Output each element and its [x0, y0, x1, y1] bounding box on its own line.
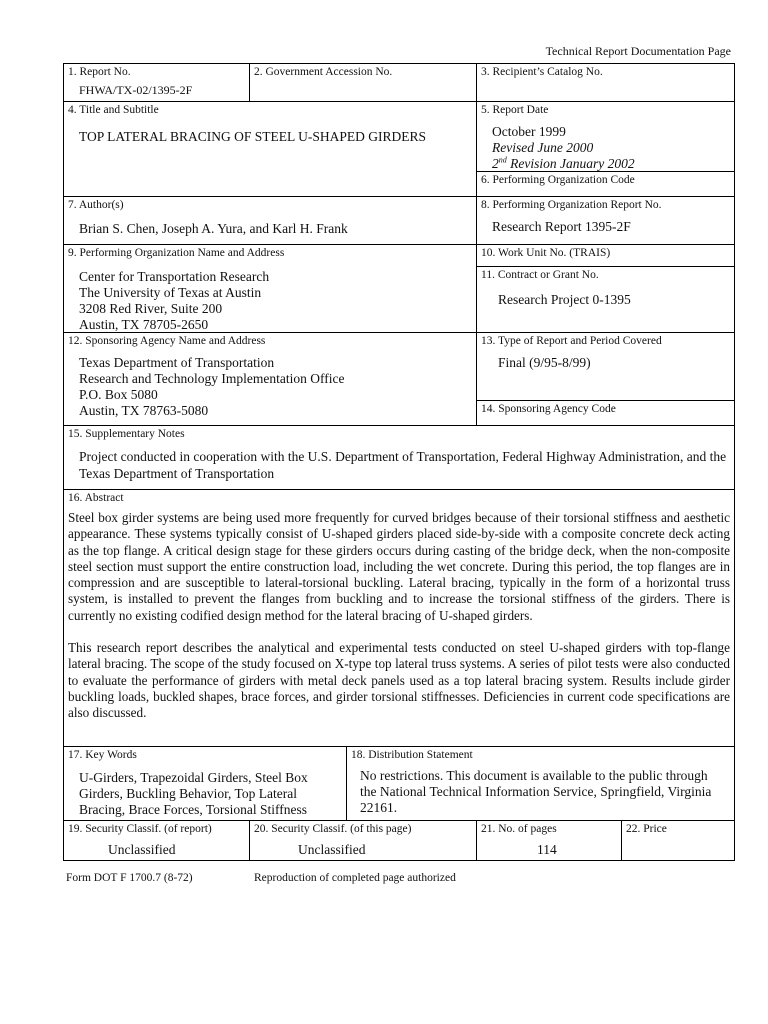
key-words-line-3: Bracing, Brace Forces, Torsional Stiffness: [79, 802, 308, 817]
performing-org-code-label: 6. Performing Organization Code: [481, 174, 635, 186]
authors-value: Brian S. Chen, Joseph A. Yura, and Karl H. Frank: [79, 221, 348, 236]
sponsoring-agency-label: 12. Sponsoring Agency Name and Address: [68, 335, 266, 347]
performing-org-name-line-3: 3208 Red River, Suite 200: [79, 301, 223, 316]
report-type-value: Final (9/95-8/99): [498, 355, 591, 370]
title-subtitle-value: TOP LATERAL BRACING OF STEEL U-SHAPED GIRDERS: [79, 129, 427, 144]
supplementary-notes-value: Project conducted in cooperation with the U.S. Department of Transportation, Federal Highway Administration, and the Texas Department of Transportation: [79, 449, 727, 481]
key-words-line-2: Girders, Buckling Behavior, Top Lateral: [79, 786, 297, 801]
work-unit-label: 10. Work Unit No. (TRAIS): [481, 247, 611, 259]
security-page-label: 20. Security Classif. (of this page): [254, 823, 412, 835]
contract-grant-value: Research Project 0-1395: [498, 292, 631, 307]
report-no-value: FHWA/TX-02/1395-2F: [79, 83, 193, 97]
key-words-line-1: U-Girders, Trapezoidal Girders, Steel Box: [79, 770, 308, 785]
report-type-cell: [476, 332, 734, 400]
sponsoring-agency-line-4: Austin, TX 78763-5080: [79, 403, 209, 418]
performing-org-name-line-4: Austin, TX 78705-2650: [79, 317, 209, 332]
num-pages-cell: [476, 820, 621, 860]
title-subtitle-cell: [64, 101, 476, 196]
contract-grant-cell: [476, 266, 734, 332]
gov-accession-cell: [249, 64, 476, 101]
price-cell: [621, 820, 734, 860]
abstract-cell: [64, 489, 734, 746]
security-report-label: 19. Security Classif. (of report): [68, 823, 212, 835]
abstract-paragraph-2: This research report describes the analytical and experimental tests conducted on steel U-shaped girders with top-flange lateral bracing. The scope of the study focused on X-type top lateral truss systems. A series of pilot tests were also conducted to evaluate the performance of girders with metal deck panels used as a top lateral bracing system. Results include girder buckling loads, buckled shapes, brace forces, and girder torsional stiffnesses. Deficiencies in current code specifications are also discussed.: [68, 640, 730, 721]
sponsoring-agency-line-3: P.O. Box 5080: [79, 387, 158, 402]
performing-org-name-line-1: Center for Transportation Research: [79, 269, 270, 284]
security-page-value: Unclassified: [298, 842, 366, 857]
authors-label: 7. Author(s): [68, 199, 124, 211]
footer-form-id: Form DOT F 1700.7 (8-72): [66, 872, 193, 884]
report-date-label: 5. Report Date: [481, 104, 549, 116]
footer-reproduction: Reproduction of completed page authorized: [254, 872, 456, 884]
distribution-line-1: No restrictions. This document is available to the public through: [360, 768, 708, 783]
report-date-cell: [476, 101, 734, 171]
revision2-text: Revision January 2002: [506, 156, 635, 171]
supplementary-notes-label: 15. Supplementary Notes: [68, 428, 185, 440]
abstract-body: [68, 510, 730, 738]
documentation-form: [63, 63, 735, 861]
abstract-label: 16. Abstract: [68, 492, 124, 504]
performing-org-name-line-2: The University of Texas at Austin: [79, 285, 262, 300]
distribution-label: 18. Distribution Statement: [351, 749, 473, 761]
revision2-suffix: nd: [498, 155, 507, 165]
num-pages-label: 21. No. of pages: [481, 823, 557, 835]
recipient-catalog-label: 3. Recipient’s Catalog No.: [481, 66, 603, 78]
report-date-value: October 1999: [492, 124, 566, 139]
page-header-title: Technical Report Documentation Page: [545, 44, 731, 58]
security-page-cell: [249, 820, 476, 860]
performing-org-report-label: 8. Performing Organization Report No.: [481, 199, 662, 211]
recipient-catalog-cell: [476, 64, 734, 101]
performing-org-report-cell: [476, 196, 734, 244]
performing-org-name-cell: [64, 244, 476, 332]
sponsoring-code-label: 14. Sponsoring Agency Code: [481, 403, 616, 415]
distribution-cell: [346, 746, 734, 820]
gov-accession-label: 2. Government Accession No.: [254, 66, 393, 78]
distribution-line-2: the National Technical Information Service, Springfield, Virginia: [360, 784, 712, 799]
sponsoring-agency-line-1: Texas Department of Transportation: [79, 355, 275, 370]
report-no-label: 1. Report No.: [68, 66, 131, 78]
report-date-revised: Revised June 2000: [492, 140, 594, 155]
title-subtitle-label: 4. Title and Subtitle: [68, 104, 159, 116]
abstract-paragraph-1: Steel box girder systems are being used more frequently for curved bridges because of their torsional stiffness and aesthetic appearance. These systems typically consist of U-shaped girders placed side-by-side with a composite concrete deck acting as the top flange. A critical design stage for these girders occurs during casting of the bridge deck, when the non-composite steel section must support the entire construction load, including the wet concrete. During this period, the top flanges are in compression and are susceptible to lateral-torsional buckling. Lateral bracing, typically in the form of a horizontal truss system, is installed to prevent the flanges from buckling and to increase the torsional stiffness of the girders. There is currently no existing codified design method for the lateral bracing of U-shaped girders.: [68, 510, 730, 623]
sponsoring-code-cell: [476, 400, 734, 425]
sponsoring-agency-cell: [64, 332, 476, 425]
contract-grant-label: 11. Contract or Grant No.: [481, 269, 599, 281]
distribution-line-3: 22161.: [360, 800, 398, 815]
security-report-cell: [64, 820, 249, 860]
work-unit-cell: [476, 244, 734, 266]
supplementary-notes-cell: [64, 425, 734, 489]
performing-org-code-cell: [476, 171, 734, 196]
key-words-cell: [64, 746, 346, 820]
price-label: 22. Price: [626, 823, 667, 835]
key-words-label: 17. Key Words: [68, 749, 137, 761]
authors-cell: [64, 196, 476, 244]
performing-org-name-label: 9. Performing Organization Name and Address: [68, 247, 285, 259]
sponsoring-agency-line-2: Research and Technology Implementation Office: [79, 371, 345, 386]
report-type-label: 13. Type of Report and Period Covered: [481, 335, 662, 347]
security-report-value: Unclassified: [108, 842, 176, 857]
report-no-cell: [64, 64, 249, 101]
num-pages-value: 114: [537, 842, 557, 857]
revision2-number: 2: [492, 156, 499, 171]
performing-org-report-value: Research Report 1395-2F: [492, 219, 631, 234]
